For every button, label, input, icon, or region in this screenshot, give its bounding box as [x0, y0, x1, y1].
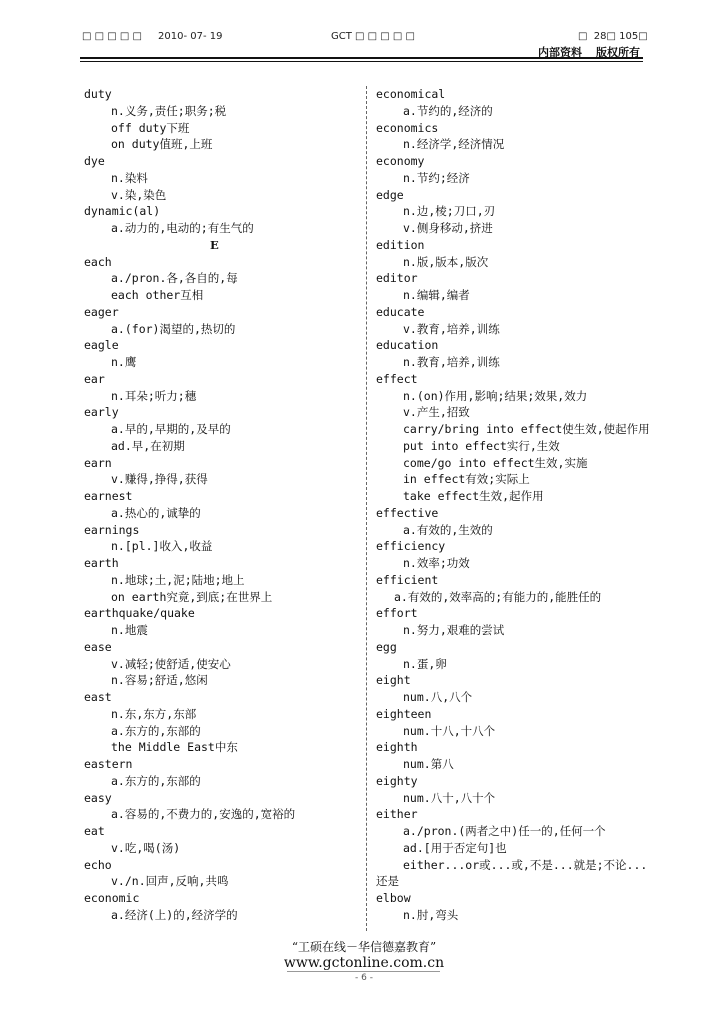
dictionary-definition: v.产生,招致 — [403, 405, 470, 420]
dictionary-headword: duty — [84, 87, 112, 101]
dictionary-definition: n.版,版本,版次 — [403, 254, 489, 269]
dictionary-definition: a.容易的,不费力的,安逸的,宽裕的 — [111, 807, 296, 822]
header-rule-thin — [80, 61, 643, 62]
dictionary-definition: n.地球;土,泥;陆地;地上 — [111, 572, 245, 587]
dictionary-definition: n.努力,艰难的尝试 — [403, 623, 505, 637]
dictionary-headword: eight — [376, 673, 411, 688]
dictionary-headword: earnings — [84, 522, 140, 537]
dictionary-headword: edge — [376, 187, 404, 202]
dictionary-headword: eighty — [376, 773, 418, 788]
column-divider — [366, 86, 367, 931]
footer-slogan: “工硕在线－华信德嘉教育” — [291, 940, 437, 954]
dictionary-definition: a.热心的,诚挚的 — [111, 505, 201, 520]
dictionary-headword: eighteen — [376, 706, 432, 721]
header-title: GCT □ □ □ □ □ — [331, 31, 415, 42]
dictionary-headword: 还是 — [376, 874, 399, 889]
dictionary-definition: put into effect实行,生效 — [403, 438, 560, 453]
dictionary-definition: a.东方的,东部的 — [111, 773, 201, 788]
dictionary-definition: n.染料 — [111, 170, 148, 185]
dictionary-headword: earthquake/quake — [84, 606, 195, 621]
dictionary-definition: a.节约的,经济的 — [403, 103, 493, 118]
dictionary-definition: n.边,棱;刀口,刃 — [403, 204, 496, 219]
dictionary-definition: on earth究竟,到底;在世界上 — [111, 589, 273, 604]
header-date: 2010- 07- 19 — [158, 31, 223, 42]
dictionary-headword: economical — [376, 87, 446, 101]
dictionary-definition: a.(for)渴望的,热切的 — [111, 321, 236, 336]
dictionary-headword: earnest — [84, 489, 133, 503]
dictionary-definition: the Middle East中东 — [111, 740, 238, 755]
section-letter: E — [210, 237, 219, 252]
dictionary-definition: a.有效的,效率高的;有能力的,能胜任的 — [394, 589, 602, 604]
dictionary-headword: eighth — [376, 740, 418, 755]
dictionary-definition: either...or或...或,不是...就是;不论... — [403, 857, 648, 872]
dictionary-definition: on duty值班,上班 — [111, 137, 213, 152]
dictionary-definition: n.节约;经济 — [403, 170, 470, 185]
dictionary-headword: earn — [84, 455, 112, 470]
dictionary-definition: take effect生效,起作用 — [403, 489, 544, 503]
dictionary-definition: num.八,八个 — [403, 690, 473, 704]
dictionary-definition: n.义务,责任;职务;税 — [111, 103, 227, 118]
header-internal-label: 内部资料 — [538, 46, 582, 59]
dictionary-headword: east — [84, 690, 112, 704]
dictionary-headword: eat — [84, 824, 105, 838]
dictionary-definition: a.东方的,东部的 — [111, 723, 201, 738]
dictionary-headword: economic — [84, 891, 140, 905]
footer-website: www.gctonline.com.cn — [283, 955, 445, 971]
dictionary-headword: each — [84, 254, 112, 269]
dictionary-definition: n.容易;舒适,悠闲 — [111, 673, 208, 688]
dictionary-definition: ad.[用于否定句]也 — [403, 840, 507, 855]
dictionary-definition: v.染,染色 — [111, 187, 167, 202]
dictionary-headword: editor — [376, 271, 418, 286]
dictionary-definition: num.十八,十八个 — [403, 723, 496, 738]
dictionary-definition: num.八十,八十个 — [403, 790, 496, 805]
dictionary-definition: n.教育,培养,训练 — [403, 355, 500, 369]
dictionary-definition: ad.早,在初期 — [111, 438, 185, 453]
dictionary-definition: v.教育,培养,训练 — [403, 321, 500, 336]
header-rights-label: 版权所有 — [596, 46, 640, 59]
dictionary-definition: in effect有效;实际上 — [403, 472, 530, 487]
dictionary-definition: carry/bring into effect使生效,使起作用 — [403, 422, 650, 436]
dictionary-definition: off duty下班 — [111, 120, 190, 135]
header-rule-thick — [80, 57, 643, 59]
dictionary-headword: ear — [84, 371, 105, 386]
dictionary-headword: eager — [84, 304, 119, 319]
dictionary-definition: n.耳朵;听力;穗 — [111, 388, 197, 403]
dictionary-definition: n.东,东方,东部 — [111, 706, 197, 721]
dictionary-headword: egg — [376, 639, 397, 654]
dictionary-headword: edition — [376, 237, 425, 252]
right-column — [376, 86, 676, 924]
dictionary-headword: education — [376, 338, 439, 353]
dictionary-headword: dynamic(al) — [84, 204, 161, 219]
dictionary-definition: a.动力的,电动的;有生气的 — [111, 221, 254, 235]
dictionary-definition: n.[pl.]收入,收益 — [111, 539, 213, 554]
dictionary-headword: easy — [84, 790, 112, 805]
dictionary-headword: eagle — [84, 338, 119, 353]
dictionary-definition: v.减轻;使舒适,使安心 — [111, 656, 231, 671]
dictionary-definition: n.效率;功效 — [403, 556, 470, 570]
dictionary-headword: efficiency — [376, 539, 446, 554]
dictionary-headword: either — [376, 807, 418, 822]
dictionary-definition: n.地震 — [111, 623, 148, 637]
dictionary-headword: earth — [84, 556, 119, 570]
dictionary-definition: each other互相 — [111, 288, 204, 302]
dictionary-definition: n.编辑,编者 — [403, 288, 470, 302]
left-column — [84, 86, 360, 924]
dictionary-headword: eastern — [84, 757, 133, 771]
dictionary-definition: a.有效的,生效的 — [403, 522, 493, 537]
dictionary-definition: n.蛋,卵 — [403, 656, 447, 671]
dictionary-definition: come/go into effect生效,实施 — [403, 455, 588, 470]
dictionary-definition: v./n.回声,反响,共鸣 — [111, 874, 229, 889]
dictionary-headword: educate — [376, 304, 425, 319]
header-page-info: □ 28□ 105□ — [578, 31, 648, 42]
dictionary-definition: v.吃,喝(汤) — [111, 840, 181, 855]
dictionary-headword: echo — [84, 857, 112, 872]
footer-page-number: - 6 - — [355, 973, 373, 983]
dictionary-definition: a.早的,早期的,及早的 — [111, 422, 231, 436]
dictionary-headword: elbow — [376, 891, 411, 905]
dictionary-headword: dye — [84, 154, 105, 168]
dictionary-headword: effective — [376, 505, 439, 520]
dictionary-headword: economics — [376, 120, 439, 135]
dictionary-definition: n.(on)作用,影响;结果;效果,效力 — [403, 388, 588, 403]
dictionary-definition: v.赚得,挣得,获得 — [111, 472, 208, 487]
dictionary-definition: n.鹰 — [111, 355, 137, 369]
dictionary-headword: economy — [376, 154, 425, 168]
dictionary-definition: n.肘,弯头 — [403, 907, 459, 922]
dictionary-headword: effect — [376, 371, 418, 386]
header-doc-label: □ □ □ □ □ — [82, 31, 142, 42]
footer-rule — [287, 971, 440, 972]
dictionary-definition: num.第八 — [403, 757, 454, 771]
dictionary-definition: a.经济(上)的,经济学的 — [111, 907, 238, 922]
dictionary-definition: v.侧身移动,挤进 — [403, 221, 493, 235]
dictionary-headword: ease — [84, 639, 112, 654]
dictionary-headword: early — [84, 405, 119, 420]
dictionary-headword: effort — [376, 606, 418, 621]
dictionary-definition: n.经济学,经济情况 — [403, 137, 505, 152]
dictionary-definition: a./pron.各,各自的,每 — [111, 271, 238, 286]
dictionary-headword: efficient — [376, 572, 439, 587]
dictionary-definition: a./pron.(两者之中)任一的,任何一个 — [403, 824, 606, 838]
